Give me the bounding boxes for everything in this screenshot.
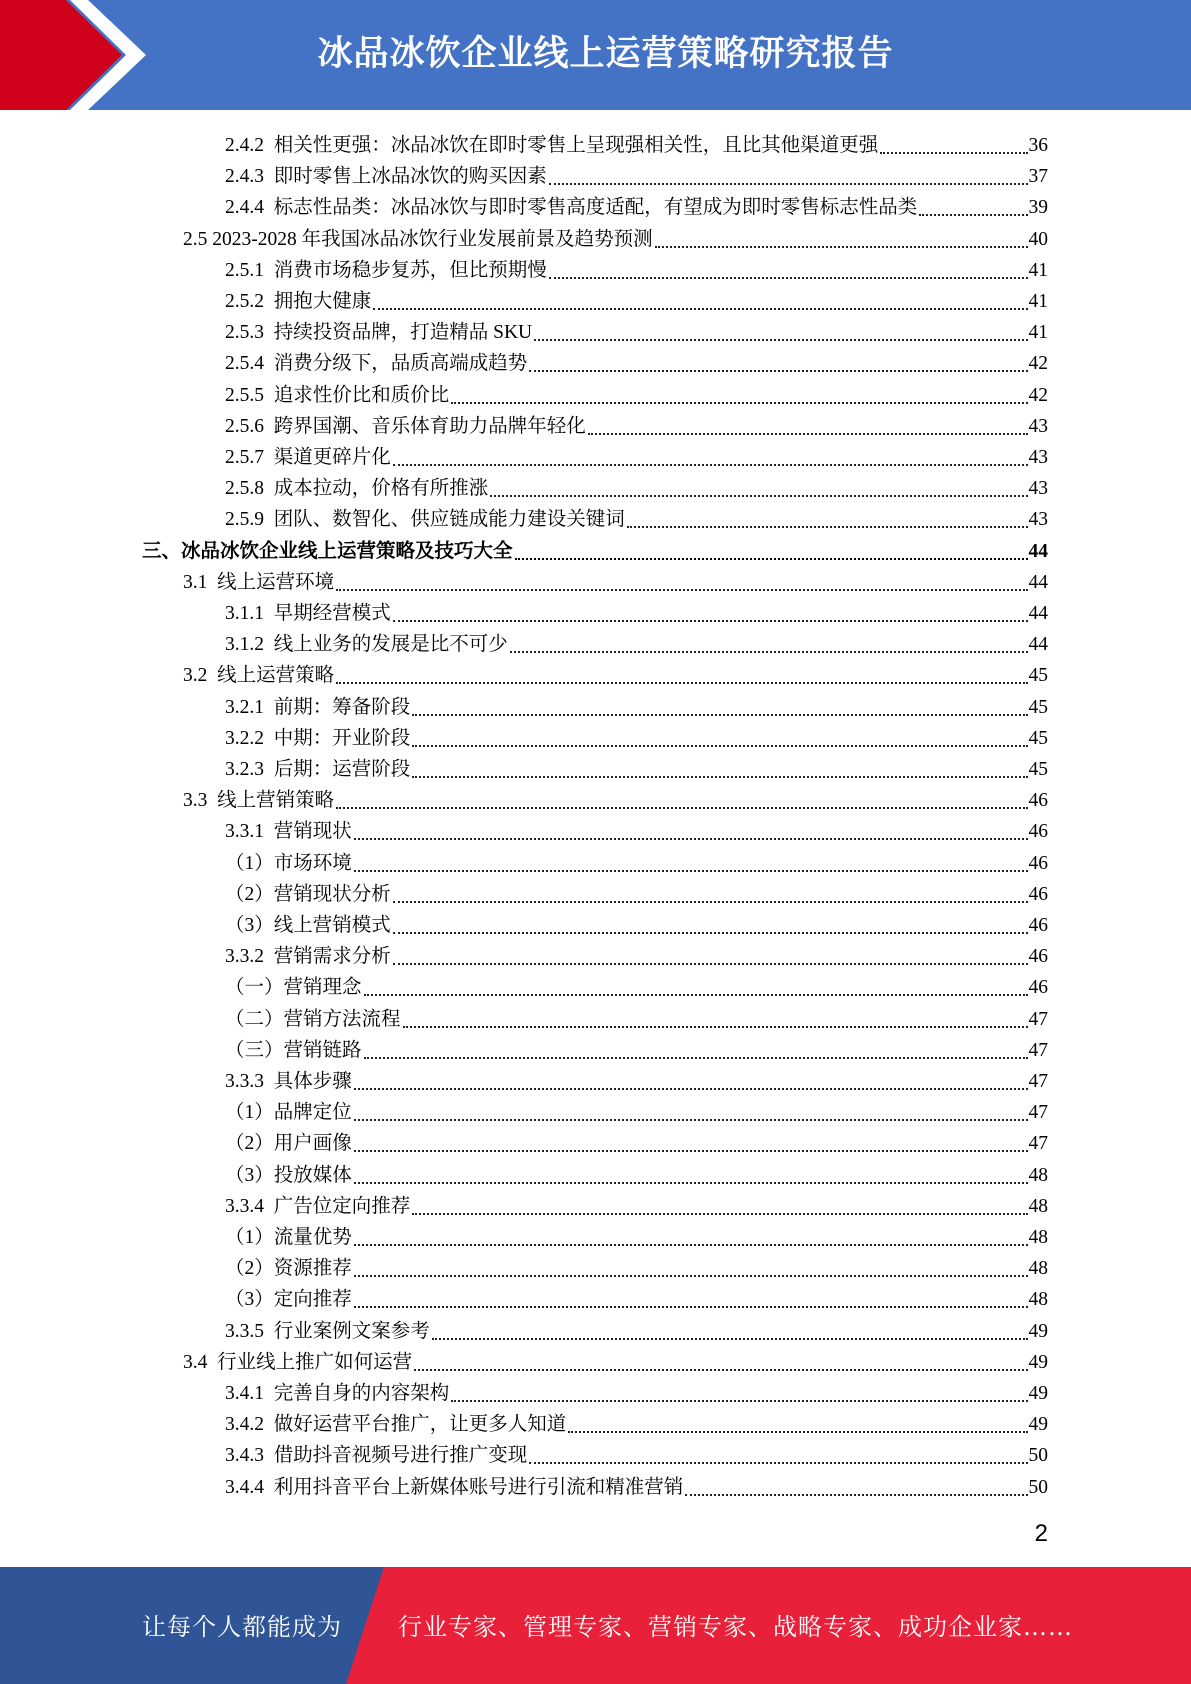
toc-entry-number: 2.4.4 — [225, 197, 274, 219]
toc-entry-title: （3）线上营销模式 — [225, 915, 391, 936]
toc-entry-title: 追求性价比和质价比 — [273, 384, 450, 406]
toc-entry-number: 3.2.3 — [225, 759, 274, 780]
toc-entry-title: （1）流量优势 — [225, 1227, 352, 1248]
toc-entry-number: 3.3.4 — [225, 1195, 274, 1217]
toc-leader-dots — [534, 339, 1027, 341]
toc-entry-page: 47 — [1028, 1102, 1048, 1124]
toc-entry-page: 46 — [1028, 977, 1048, 999]
toc-entry-page: 39 — [1028, 197, 1048, 219]
toc-leader-dots — [655, 246, 1028, 248]
toc-entry-page: 48 — [1028, 1258, 1048, 1280]
toc-entry-title: （2）资源推荐 — [225, 1258, 352, 1280]
toc-entry-title: 团队、数智化、供应链成能力建设关键词 — [273, 509, 625, 531]
toc-leader-dots — [354, 1306, 1028, 1308]
toc-leader-dots — [412, 714, 1027, 716]
toc-leader-dots — [510, 651, 1028, 653]
toc-entry-title: 早期经营模式 — [273, 603, 391, 624]
toc-entry-page: 43 — [1028, 509, 1048, 531]
toc-entry-number: 2.5.2 — [225, 291, 274, 312]
toc-entry-number: 3.2.1 — [225, 696, 274, 718]
toc-entry[interactable] — [142, 534, 1048, 565]
toc-entry-number: 3.4.4 — [225, 1476, 274, 1498]
toc-entry-page: 46 — [1028, 946, 1048, 968]
toc-entry[interactable] — [225, 1251, 1048, 1282]
toc-entry-number: 3.4.2 — [225, 1414, 274, 1436]
toc-leader-dots — [490, 495, 1027, 497]
toc-leader-dots — [354, 870, 1028, 872]
toc-entry-title: 成本拉动，价格有所推涨 — [273, 478, 489, 500]
toc-entry-number: 2.5 — [183, 228, 213, 250]
toc-leader-dots — [451, 1400, 1027, 1402]
toc-entry-title: 2023-2028 年我国冰品冰饮行业发展前景及趋势预测 — [212, 228, 653, 250]
toc-leader-dots — [880, 152, 1027, 154]
toc-entry-page: 47 — [1028, 1039, 1048, 1061]
toc-entry[interactable] — [225, 846, 1048, 877]
toc-entry-title: 具体步骤 — [273, 1071, 352, 1092]
toc-entry-number: 3.3.3 — [225, 1071, 274, 1092]
toc-entry-number: 2.4.2 — [225, 135, 274, 156]
toc-entry-title: 跨界国潮、音乐体育助力品牌年轻化 — [273, 415, 586, 437]
toc-entry-title: （2）用户画像 — [225, 1133, 352, 1155]
toc-entry-page: 44 — [1028, 634, 1048, 656]
toc-entry[interactable] — [225, 690, 1048, 721]
toc-entry-page: 49 — [1028, 1383, 1048, 1404]
toc-entry[interactable] — [225, 627, 1048, 658]
toc-entry-page: 44 — [1028, 540, 1048, 562]
toc-leader-dots — [568, 1431, 1027, 1433]
toc-leader-dots — [412, 745, 1027, 747]
toc-entry-title: （2）营销现状分析 — [225, 883, 391, 905]
toc-entry-title: 即时零售上冰品冰饮的购买因素 — [273, 166, 547, 188]
toc-entry-page: 43 — [1028, 447, 1048, 468]
toc-entry-title: 借助抖音视频号进行推广变现 — [273, 1445, 528, 1467]
toc-entry[interactable] — [225, 1407, 1048, 1438]
toc-entry-title: 利用抖音平台上新媒体账号进行引流和精准营销 — [273, 1476, 684, 1498]
toc-entry-title: 行业线上推广如何运营 — [217, 1351, 413, 1373]
toc-leader-dots — [412, 1213, 1027, 1215]
footer-roles: 行业专家、管理专家、营销专家、战略专家、成功企业家…… — [398, 1613, 1073, 1641]
toc-entry-page: 49 — [1028, 1320, 1048, 1342]
toc-entry-page: 36 — [1028, 135, 1048, 156]
toc-entry-page: 50 — [1028, 1476, 1048, 1498]
toc-entry[interactable] — [225, 128, 1048, 159]
toc-entry-page: 41 — [1028, 259, 1048, 281]
toc-entry-page: 46 — [1028, 821, 1048, 843]
toc-entry-number: 2.5.3 — [225, 322, 274, 344]
toc-entry-page: 43 — [1028, 478, 1048, 500]
toc-entry-title: （一）营销理念 — [225, 977, 362, 999]
toc-entry-page: 45 — [1028, 696, 1048, 718]
toc-entry-title: 行业案例文案参考 — [273, 1320, 430, 1342]
toc-entry-page: 48 — [1028, 1164, 1048, 1186]
toc-leader-dots — [414, 1369, 1027, 1371]
toc-entry-title: 营销需求分析 — [273, 946, 391, 968]
toc-leader-dots — [354, 1182, 1028, 1184]
toc-entry[interactable] — [225, 284, 1048, 315]
toc-entry-title: 中期：开业阶段 — [273, 727, 411, 749]
toc-entry-title: （1）市场环境 — [225, 852, 352, 874]
toc-entry-number: 3.3 — [183, 790, 218, 812]
toc-entry[interactable] — [225, 752, 1048, 783]
toc-leader-dots — [432, 1338, 1028, 1340]
toc-leader-dots — [393, 963, 1028, 965]
toc-entry[interactable] — [225, 378, 1048, 409]
toc-entry-title: 线上营销策略 — [217, 790, 335, 812]
toc-entry-title: 消费市场稳步复苏，但比预期慢 — [273, 259, 547, 281]
toc-entry-number: 3.2.2 — [225, 727, 274, 749]
toc-entry[interactable] — [225, 1189, 1048, 1220]
toc-entry-page: 48 — [1028, 1289, 1048, 1311]
toc-entry[interactable] — [183, 1345, 1048, 1376]
toc-entry-page: 49 — [1028, 1351, 1048, 1373]
toc-entry-title: 相关性更强：冰品冰饮在即时零售上呈现强相关性，且比其他渠道更强 — [273, 135, 879, 156]
toc-leader-dots — [336, 807, 1027, 809]
toc-leader-dots — [412, 776, 1027, 778]
toc-entry[interactable] — [225, 440, 1048, 471]
toc-entry-page: 45 — [1028, 759, 1048, 780]
report-title: 冰品冰饮企业线上运营策略研究报告 — [317, 34, 894, 74]
toc-entry-number: 3.3.2 — [225, 946, 274, 968]
toc-entry-title: 标志性品类：冰品冰饮与即时零售高度适配，有望成为即时零售标志性品类 — [273, 197, 918, 219]
toc-entry-title: 渠道更碎片化 — [273, 447, 391, 468]
toc-leader-dots — [403, 1026, 1028, 1028]
toc-leader-dots — [336, 682, 1027, 684]
page-number: 2 — [1034, 1520, 1048, 1547]
toc-entry[interactable] — [225, 877, 1048, 908]
toc-entry[interactable] — [225, 159, 1048, 190]
toc-entry[interactable] — [225, 908, 1048, 939]
toc-entry-page: 46 — [1028, 915, 1048, 936]
toc-entry[interactable] — [225, 1470, 1048, 1501]
toc-leader-dots — [393, 464, 1028, 466]
toc-entry-number: 3.3.5 — [225, 1320, 274, 1342]
toc-entry[interactable] — [225, 721, 1048, 752]
toc-entry-number: 2.5.8 — [225, 478, 274, 500]
toc-entry[interactable] — [225, 939, 1048, 970]
toc-entry-page: 47 — [1028, 1071, 1048, 1092]
toc-leader-dots — [354, 1150, 1028, 1152]
toc-entry-number: 2.5.7 — [225, 447, 274, 468]
toc-entry[interactable] — [225, 346, 1048, 377]
toc-entry-title: 广告位定向推荐 — [273, 1195, 411, 1217]
toc-entry-number: 3.1.1 — [225, 603, 274, 624]
toc-entry-title: （三）营销链路 — [225, 1039, 362, 1061]
toc-entry-page: 48 — [1028, 1195, 1048, 1217]
toc-leader-dots — [627, 526, 1028, 528]
toc-leader-dots — [354, 1275, 1028, 1277]
toc-entry[interactable] — [225, 1126, 1048, 1157]
toc-entry[interactable] — [183, 222, 1048, 253]
toc-entry[interactable] — [225, 1220, 1048, 1251]
toc-entry-page: 37 — [1028, 166, 1048, 188]
toc-leader-dots — [685, 1494, 1027, 1496]
toc-entry[interactable] — [225, 409, 1048, 440]
toc-entry-number: 3.4.1 — [225, 1383, 274, 1404]
toc-entry-page: 44 — [1028, 571, 1048, 593]
toc-leader-dots — [529, 370, 1027, 372]
toc-entry-page: 45 — [1028, 665, 1048, 687]
toc-entry[interactable] — [225, 1064, 1048, 1095]
toc-entry-number: 2.5.6 — [225, 415, 274, 437]
toc-entry[interactable] — [225, 1158, 1048, 1189]
toc-entry-title: （3）投放媒体 — [225, 1164, 352, 1186]
toc-entry-page: 48 — [1028, 1227, 1048, 1248]
toc-entry-number: 2.5.1 — [225, 259, 274, 281]
toc-leader-dots — [588, 433, 1028, 435]
toc-entry-title: 完善自身的内容架构 — [273, 1383, 450, 1404]
toc-leader-dots — [354, 1119, 1028, 1121]
toc-entry-page: 46 — [1028, 790, 1048, 812]
toc-entry-title: 三、冰品冰饮企业线上运营策略及技巧大全 — [142, 540, 513, 562]
toc-entry[interactable] — [183, 658, 1048, 689]
toc-entry[interactable] — [183, 565, 1048, 596]
toc-entry-title: 拥抱大健康 — [273, 291, 372, 312]
toc-entry[interactable] — [225, 253, 1048, 284]
toc-leader-dots — [919, 214, 1027, 216]
toc-entry-page: 44 — [1028, 603, 1048, 624]
toc-entry-title: 后期：运营阶段 — [273, 759, 411, 780]
toc-leader-dots — [393, 932, 1028, 934]
toc-entry[interactable] — [225, 502, 1048, 533]
toc-entry-title: 前期：筹备阶段 — [273, 696, 411, 718]
toc-leader-dots — [515, 558, 1028, 560]
toc-entry[interactable] — [183, 783, 1048, 814]
toc-entry[interactable] — [225, 1376, 1048, 1407]
toc-entry-page: 50 — [1028, 1445, 1048, 1467]
toc-entry-number: 3.4.3 — [225, 1445, 274, 1467]
toc-entry-title: 做好运营平台推广，让更多人知道 — [273, 1414, 567, 1436]
toc-entry[interactable] — [225, 1438, 1048, 1469]
toc-leader-dots — [364, 994, 1028, 996]
toc-entry[interactable] — [225, 1033, 1048, 1064]
toc-entry-number: 3.4 — [183, 1351, 218, 1373]
toc-entry-page: 45 — [1028, 727, 1048, 749]
toc-leader-dots — [393, 901, 1028, 903]
toc-entry-page: 40 — [1028, 228, 1048, 250]
toc-entry-page: 49 — [1028, 1414, 1048, 1436]
toc-entry-number: 3.3.1 — [225, 821, 274, 843]
toc-entry-number: 2.5.5 — [225, 384, 274, 406]
toc-leader-dots — [354, 1088, 1028, 1090]
toc-entry-page: 41 — [1028, 291, 1048, 312]
toc-leader-dots — [529, 1462, 1027, 1464]
toc-entry[interactable] — [225, 970, 1048, 1001]
toc-entry-title: 线上运营环境 — [217, 571, 335, 593]
toc-entry-page: 47 — [1028, 1133, 1048, 1155]
toc-entry-title: （1）品牌定位 — [225, 1102, 352, 1124]
toc-entry-title: 营销现状 — [273, 821, 352, 843]
toc-entry-title: （二）营销方法流程 — [225, 1008, 401, 1030]
toc-entry[interactable] — [225, 190, 1048, 221]
toc-entry[interactable] — [225, 814, 1048, 845]
toc-entry-title: （3）定向推荐 — [225, 1289, 352, 1311]
footer-slogan: 让每个人都能成为 — [142, 1613, 342, 1641]
toc-entry-title: 线上业务的发展是比不可少 — [273, 634, 508, 656]
toc-leader-dots — [354, 1244, 1028, 1246]
toc-leader-dots — [549, 277, 1028, 279]
toc-entry-number: 3.1.2 — [225, 634, 274, 656]
toc-leader-dots — [451, 402, 1027, 404]
toc-entry[interactable] — [225, 471, 1048, 502]
toc-entry[interactable] — [225, 1314, 1048, 1345]
toc-entry-page: 42 — [1028, 384, 1048, 406]
toc-entry-number: 2.5.4 — [225, 353, 274, 375]
toc-leader-dots — [336, 589, 1027, 591]
toc-entry-title: 线上运营策略 — [217, 665, 335, 687]
toc-leader-dots — [549, 183, 1028, 185]
toc-leader-dots — [364, 1057, 1028, 1059]
toc-entry-page: 47 — [1028, 1008, 1048, 1030]
toc-entry[interactable] — [225, 596, 1048, 627]
toc-entry-page: 46 — [1028, 883, 1048, 905]
toc-entry-page: 41 — [1028, 322, 1048, 344]
toc-entry[interactable] — [225, 315, 1048, 346]
toc-leader-dots — [354, 838, 1028, 840]
toc-entry[interactable] — [225, 1282, 1048, 1313]
toc-entry-number: 2.5.9 — [225, 509, 274, 531]
toc-entry-page: 46 — [1028, 852, 1048, 874]
toc-entry-title: 持续投资品牌，打造精品 SKU — [273, 322, 533, 344]
toc-entry-page: 42 — [1028, 353, 1048, 375]
toc-entry-number: 3.1 — [183, 571, 218, 593]
toc-leader-dots — [393, 620, 1028, 622]
toc-entry-title: 消费分级下，品质高端成趋势 — [273, 353, 528, 375]
toc-leader-dots — [373, 308, 1027, 310]
header-banner — [0, 0, 1191, 110]
toc-entry-page: 43 — [1028, 415, 1048, 437]
toc-entry-number: 2.4.3 — [225, 166, 274, 188]
footer-banner — [0, 1567, 1191, 1684]
toc-entry[interactable] — [225, 1002, 1048, 1033]
toc-entry-number: 3.2 — [183, 665, 218, 687]
toc-entry[interactable] — [225, 1095, 1048, 1126]
